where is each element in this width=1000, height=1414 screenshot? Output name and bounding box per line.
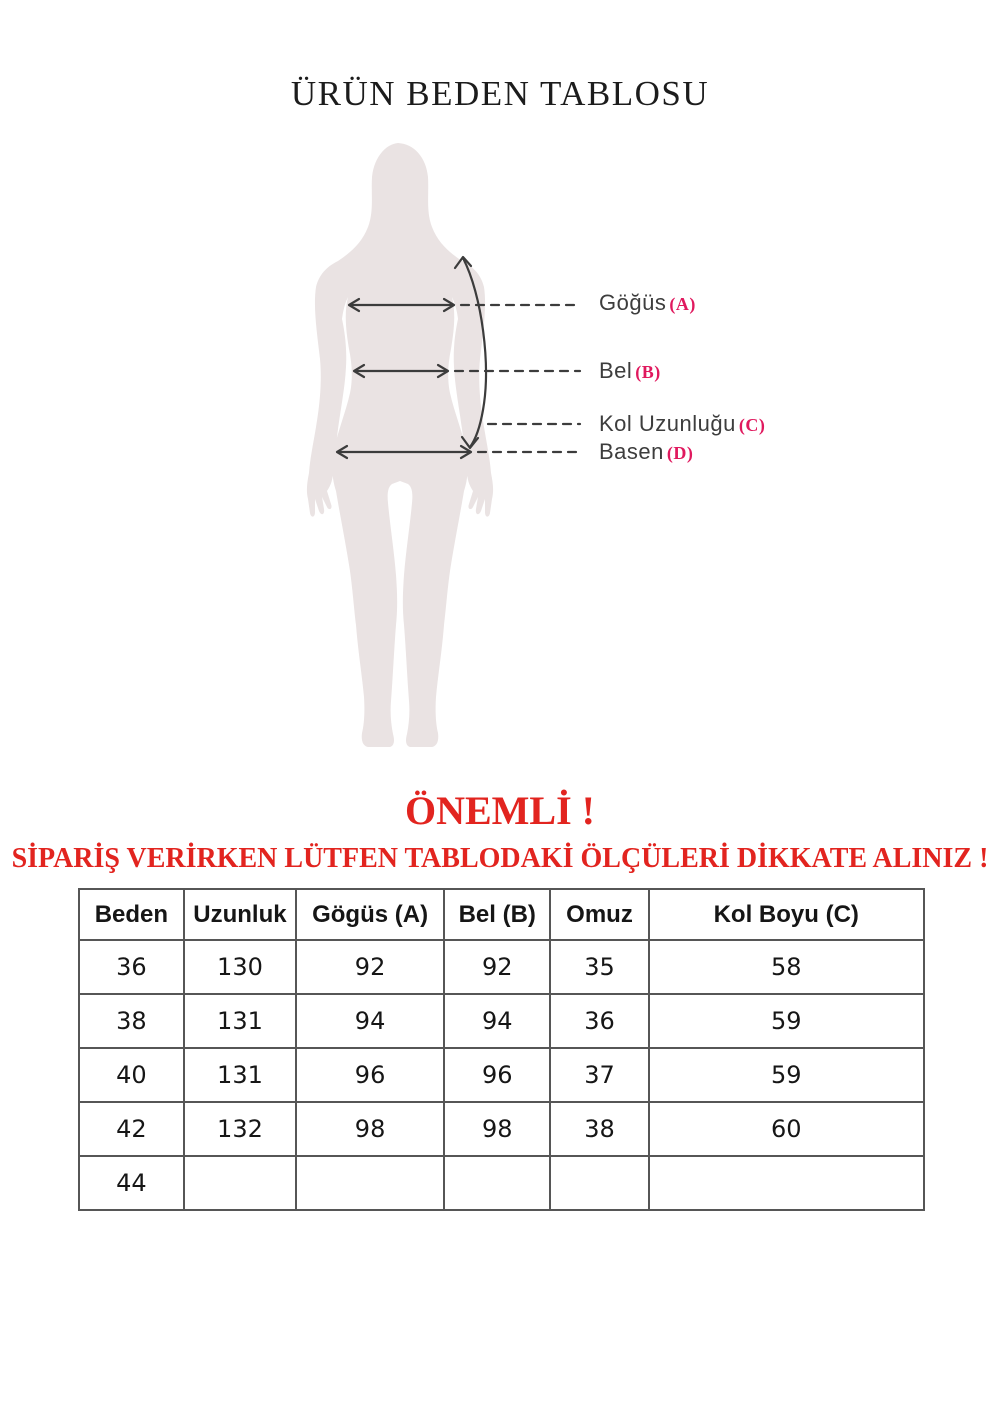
header-cell-kol-boyu: Kol Boyu (C)	[649, 889, 925, 940]
table-cell: 60	[649, 1102, 925, 1156]
table-cell: 132	[184, 1102, 296, 1156]
table-cell: 36	[550, 994, 648, 1048]
female-silhouette-figure	[307, 143, 493, 747]
table-cell	[296, 1156, 444, 1210]
table-cell	[184, 1156, 296, 1210]
table-cell: 38	[79, 994, 184, 1048]
label-sleeve-code: (C)	[738, 415, 766, 435]
table-cell: 131	[184, 1048, 296, 1102]
table-cell	[649, 1156, 925, 1210]
warning-heading: ÖNEMLİ !	[405, 788, 595, 833]
label-waist-code: (B)	[635, 362, 661, 382]
table-cell	[444, 1156, 550, 1210]
label-chest-text: Göğüs	[599, 290, 667, 315]
table-cell: 131	[184, 994, 296, 1048]
table-cell: 59	[649, 994, 925, 1048]
table-cell: 40	[79, 1048, 184, 1102]
table-cell: 98	[444, 1102, 550, 1156]
label-hip	[599, 440, 693, 464]
size-row-36	[79, 940, 924, 994]
table-cell: 96	[296, 1048, 444, 1102]
table-cell: 98	[296, 1102, 444, 1156]
table-cell: 37	[550, 1048, 648, 1102]
table-cell: 92	[444, 940, 550, 994]
table-cell: 92	[296, 940, 444, 994]
label-waist-text: Bel	[599, 358, 633, 383]
table-cell: 58	[649, 940, 925, 994]
table-cell: 130	[184, 940, 296, 994]
size-row-40	[79, 1048, 924, 1102]
header-cell-omuz: Omuz	[550, 889, 648, 940]
header-cell-bel: Bel (B)	[444, 889, 550, 940]
table-cell: 94	[444, 994, 550, 1048]
label-chest-code: (A)	[669, 294, 696, 314]
label-hip-text: Basen	[599, 439, 664, 464]
size-row-42	[79, 1102, 924, 1156]
table-cell: 36	[79, 940, 184, 994]
size-row-38	[79, 994, 924, 1048]
label-sleeve-text: Kol Uzunluğu	[599, 411, 736, 436]
warning-subheading: SİPARİŞ VERİRKEN LÜTFEN TABLODAKİ ÖLÇÜLERİ DİKKATE ALINIZ !	[11, 843, 989, 874]
label-hip-code: (D)	[666, 443, 694, 463]
table-cell: 42	[79, 1102, 184, 1156]
header-cell-uzunluk: Uzunluk	[184, 889, 296, 940]
table-cell	[550, 1156, 648, 1210]
size-table	[78, 888, 925, 1211]
table-cell: 38	[550, 1102, 648, 1156]
table-cell: 94	[296, 994, 444, 1048]
size-row-44	[79, 1156, 924, 1210]
table-cell: 96	[444, 1048, 550, 1102]
size-table-header-row	[79, 889, 924, 940]
header-cell-gogus: Gögüs (A)	[296, 889, 444, 940]
label-waist	[599, 359, 661, 383]
header-cell-beden: Beden	[79, 889, 184, 940]
table-cell: 44	[79, 1156, 184, 1210]
label-sleeve	[599, 412, 765, 436]
table-cell: 59	[649, 1048, 925, 1102]
label-chest	[599, 291, 696, 315]
table-cell: 35	[550, 940, 648, 994]
page-title: ÜRÜN BEDEN TABLOSU	[290, 74, 710, 113]
